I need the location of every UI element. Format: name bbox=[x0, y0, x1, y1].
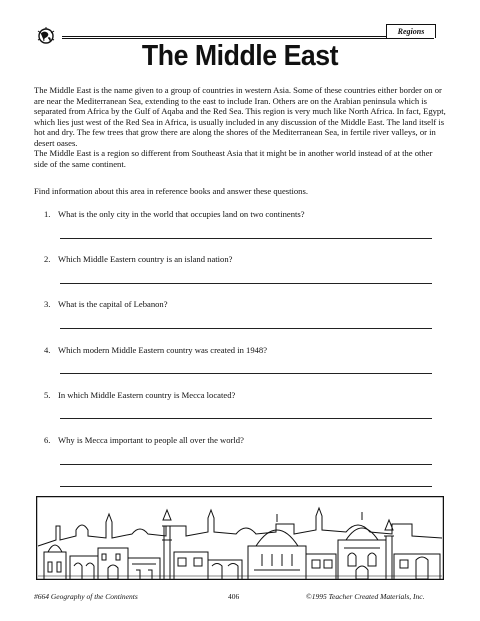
question-6: 6. Why is Mecca important to people all over the world? bbox=[44, 435, 244, 445]
question-3: 3. What is the capital of Lebanon? bbox=[44, 299, 168, 309]
intro-text bbox=[34, 85, 446, 169]
answer-line-2[interactable] bbox=[60, 283, 432, 284]
answer-line-5[interactable] bbox=[60, 418, 432, 419]
section-tab: Regions bbox=[386, 24, 436, 38]
question-1: 1. What is the only city in the world that occupies land on two continents? bbox=[44, 209, 305, 219]
question-2: 2. Which Middle Eastern country is an island nation? bbox=[44, 254, 233, 264]
answer-line-1[interactable] bbox=[60, 238, 432, 239]
footer-book-title: #664 Geography of the Continents bbox=[34, 592, 138, 601]
answer-line-6b[interactable] bbox=[60, 486, 432, 487]
answer-line-3[interactable] bbox=[60, 328, 432, 329]
footer-page-number: 406 bbox=[228, 592, 240, 601]
page-title: The Middle East bbox=[141, 40, 339, 72]
footer-copyright: ©1995 Teacher Created Materials, Inc. bbox=[306, 592, 425, 601]
instructions: Find information about this area in reference books and answer these questions. bbox=[34, 186, 308, 196]
intro-paragraph: The Middle East is the name given to a group of countries in western Asia. Some of these countries either border on or are near the Mediterranean Sea, extending to the east to include Iran. Others are on the Arabian peninsula which is separated from Africa by the Gulf of Aqaba and the Red Sea. This region is very much like North Africa. In fact, Egypt, which lies just west of the Red Sea in Africa, is usually included in any discussion of the Middle East. The land itself is hot and dry. The few trees that grow there are along the shores of the Mediterranean Sea, in fertile river valleys, or in desert oases. bbox=[34, 85, 446, 148]
question-4: 4. Which modern Middle Eastern country was created in 1948? bbox=[44, 345, 268, 355]
header-rule bbox=[62, 36, 434, 39]
intro-paragraph: The Middle East is a region so different from Southeast Asia that it might be in another world instead of at the other side of the same continent. bbox=[34, 148, 433, 169]
answer-line-4[interactable] bbox=[60, 373, 432, 374]
answer-line-6a[interactable] bbox=[60, 464, 432, 465]
question-5: 5. In which Middle Eastern country is Mecca located? bbox=[44, 390, 236, 400]
middle-east-city-illustration bbox=[36, 496, 444, 580]
